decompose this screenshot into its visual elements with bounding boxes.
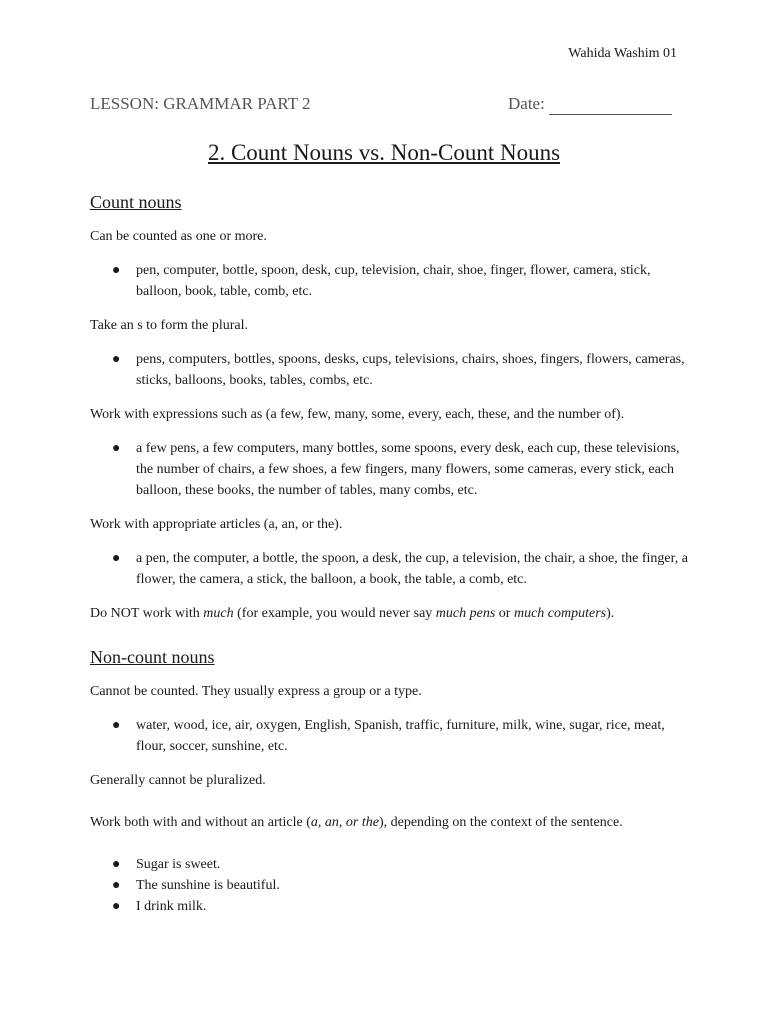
noncount-definition: Cannot be counted. They usually express a group or a type. — [90, 684, 422, 699]
italic-run: much computers — [513, 606, 607, 621]
date-blank-line — [549, 114, 672, 115]
author-name: Wahida Washim 01 — [568, 46, 677, 61]
italic-run: much pens — [435, 606, 496, 621]
count-nouns-heading: Count nouns — [90, 192, 182, 212]
list-item — [90, 875, 690, 896]
list-item-text: The sunshine is beautiful. — [136, 878, 280, 893]
count-definition: Can be counted as one or more. — [90, 229, 267, 244]
content-body — [90, 190, 690, 917]
count-much-rule — [90, 603, 690, 624]
list-item-text: a pen, the computer, a bottle, the spoon, a desk, the cup, a television, the chair, a shoe, the finger, a flower, the camera, a stick, the balloon, a book, the table, a comb, etc. — [136, 551, 688, 587]
italic-run: a, an, or the — [310, 815, 379, 830]
list-item — [90, 854, 690, 875]
list-item-text: a few pens, a few computers, many bottles, some spoons, every desk, each cup, these televisions, the number of chairs, a few shoes, a few fingers, many flowers, some cameras, every stick, each balloon, these books, the number of tables, many combs, etc. — [136, 441, 680, 498]
bullet-icon: ● — [112, 857, 121, 872]
text-run: or — [495, 606, 514, 621]
list-item-text: pen, computer, bottle, spoon, desk, cup, television, chair, shoe, finger, flower, camera, stick, balloon, book, table, comb, etc. — [136, 263, 651, 299]
count-expressions-rule: Work with expressions such as (a few, few, many, some, every, each, these, and the number of). — [90, 407, 625, 422]
list-item-text: Sugar is sweet. — [136, 857, 221, 872]
lesson-label: LESSON: GRAMMAR PART 2 — [90, 94, 311, 113]
count-articles-rule: Work with appropriate articles (a, an, or the). — [90, 517, 343, 532]
text-run: (for example, you would never say — [233, 606, 436, 621]
noncount-plural-rule: Generally cannot be pluralized. — [90, 773, 266, 788]
count-plural-rule: Take an s to form the plural. — [90, 318, 249, 333]
text-run: Work both with and without an article ( — [90, 815, 311, 830]
italic-run: much — [203, 606, 234, 621]
text-run: Do NOT work with — [90, 606, 204, 621]
list-item — [90, 548, 690, 590]
text-run: ), depending on the context of the sentence. — [378, 815, 623, 830]
bullet-icon: ● — [112, 899, 121, 914]
bullet-icon: ● — [112, 441, 121, 456]
list-item-text: I drink milk. — [136, 899, 207, 914]
list-item — [90, 715, 690, 757]
bullet-icon: ● — [112, 551, 121, 566]
count-articles-list — [90, 548, 690, 590]
page-title: 2. Count Nouns vs. Non-Count Nouns — [207, 140, 561, 165]
date-label: Date: — [508, 94, 545, 113]
noncount-nouns-heading: Non-count nouns — [90, 647, 215, 667]
noncount-article-rule — [90, 812, 690, 833]
bullet-icon: ● — [112, 263, 121, 278]
bullet-icon: ● — [112, 718, 121, 733]
text-run: ). — [606, 606, 615, 621]
list-item — [90, 896, 690, 917]
noncount-sentences-list — [90, 854, 690, 917]
list-item — [90, 260, 690, 302]
list-item — [90, 349, 690, 391]
count-plural-list — [90, 349, 690, 391]
count-expressions-list — [90, 438, 690, 501]
list-item — [90, 438, 690, 501]
bullet-icon: ● — [112, 352, 121, 367]
noncount-examples-list — [90, 715, 690, 757]
bullet-icon: ● — [112, 878, 121, 893]
list-item-text: water, wood, ice, air, oxygen, English, Spanish, traffic, furniture, milk, wine, sugar, rice, meat, flour, soccer, sunshine, etc. — [136, 718, 665, 754]
list-item-text: pens, computers, bottles, spoons, desks, cups, televisions, chairs, shoes, fingers, flowers, cameras, sticks, balloons, books, tables, combs, etc. — [136, 352, 685, 388]
count-examples-list — [90, 260, 690, 302]
